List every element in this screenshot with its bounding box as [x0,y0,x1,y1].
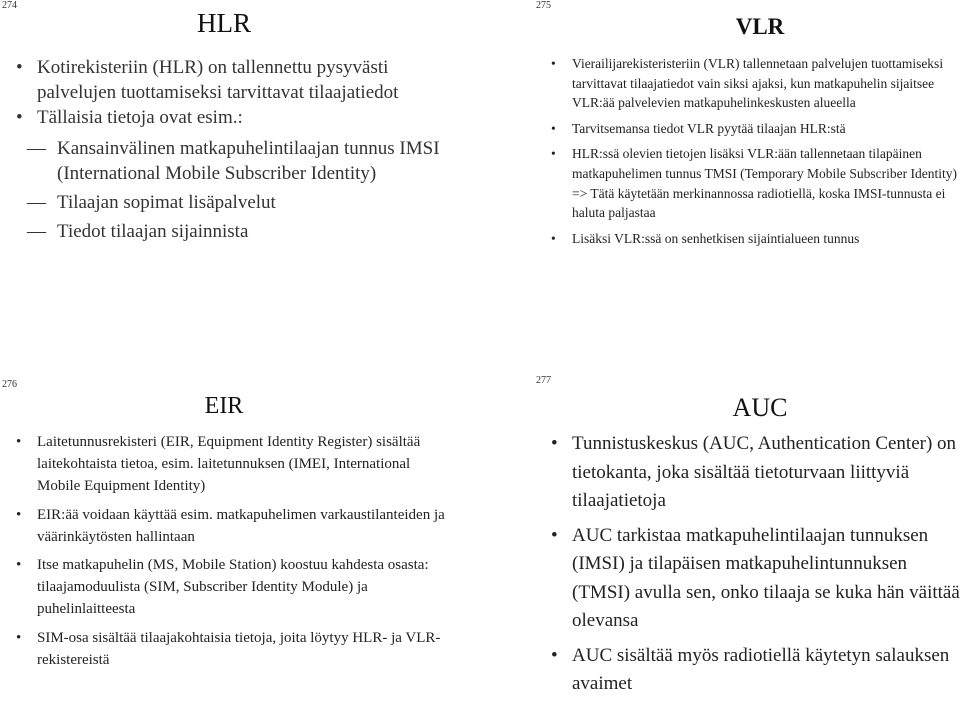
bullet-item: • Kotirekisteriin (HLR) on tallennettu pysyvästi palvelujen tuottamiseksi tarvittavat tilaajatiedot [37,55,457,105]
bullet-item: • Tarvitsemansa tiedot VLR pyytää tilaajan HLR:stä [572,119,957,139]
sub-bullet-item: — Tiedot tilaajan sijainnista [57,219,457,244]
sub-bullet-item: — Tilaajan sopimat lisäpalvelut [57,190,457,215]
bullet-item: • Vierailijarekisteristeriin (VLR) tallennetaan palvelujen tuottamiseksi tarvittavat tilaajatiedot vain siksi ajaksi, kun matkapuhelin sijaitsee VLR:ää palvelevien matkapuhelinkeskusten alueella [572,54,957,113]
slide-vlr [480,0,960,345]
page-number: 277 [536,375,551,386]
slide-title: EIR [204,393,244,419]
slide-title: HLR [197,8,251,38]
page-number: 275 [536,0,551,11]
bullet-list [37,55,457,248]
bullet-item: • Tällaisia tietoja ovat esim.: [37,105,457,130]
slide-hlr [0,0,480,345]
sub-bullet-list [57,136,457,244]
page-number: 276 [2,379,17,390]
page-number: 274 [2,0,17,11]
bullet-list [37,431,447,677]
bullet-item: • HLR:ssä olevien tietojen lisäksi VLR:ään tallennetaan tilapäinen matkapuhelimen tunnus TMSI (Temporary Mobile Subscriber Identity) => Tätä käytetään merkinannossa radiotiellä, koska IMSI-tunnusta ei haluta paljastaa [572,144,957,222]
bullet-item: • Laitetunnusrekisteri (EIR, Equipment Identity Register) sisältää laitekohtaista tietoa, esim. laitetunnuksen (IMEI, International Mobile Equipment Identity) [37,431,447,498]
bullet-item: • AUC sisältää myös radiotiellä käytetyn salauksen avaimet [572,642,960,699]
bullet-list [572,430,960,705]
bullet-item: • Lisäksi VLR:ssä on senhetkisen sijaintialueen tunnus [572,229,957,249]
sub-bullet-item: — Kansainvälinen matkapuhelintilaajan tunnus IMSI (International Mobile Subscriber Identity) [57,136,457,186]
sub-bullet-group [37,136,457,244]
bullet-item: • Tunnistuskeskus (AUC, Authentication Center) on tietokanta, joka sisältää tietoturvaan liittyviä tilaajatietoja [572,430,960,516]
bullet-item: • AUC tarkistaa matkapuhelintilaajan tunnuksen (IMSI) ja tilapäisen matkapuhelintunnuksen (TMSI) avulla sen, onko tilaaja se kuka hän väittää olevansa [572,522,960,636]
bullet-list [572,54,957,254]
bullet-item: • SIM-osa sisältää tilaajakohtaisia tietoja, joita löytyy HLR- ja VLR-rekistereistä [37,627,447,671]
slide-auc [480,345,960,694]
bullet-item: • Itse matkapuhelin (MS, Mobile Station) koostuu kahdesta osasta: tilaajamoduulista (SIM, Subscriber Identity Module) ja puhelinlaitteesta [37,554,447,621]
slide-title: VLR [735,14,785,39]
bullet-item: • EIR:ää voidaan käyttää esim. matkapuhelimen varkaustilanteiden ja väärinkäytösten hallintaan [37,504,447,548]
slide-title: AUC [732,393,788,422]
slide-eir [0,345,480,691]
